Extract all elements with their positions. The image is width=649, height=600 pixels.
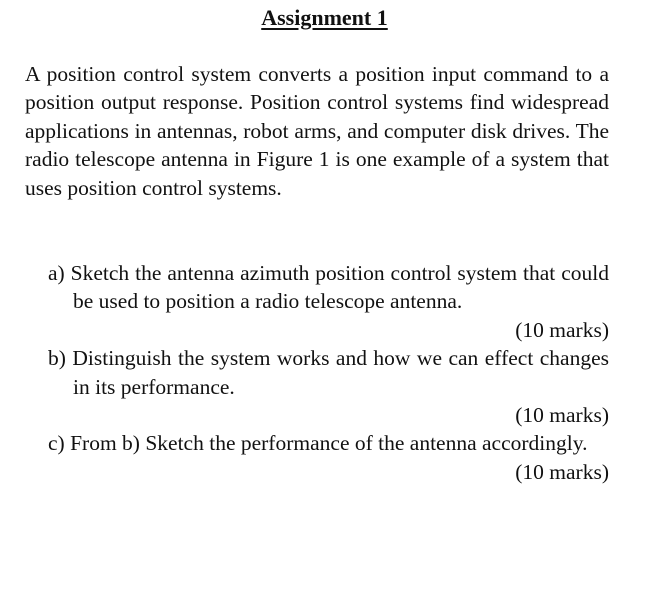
question-text: b) Distinguish the system works and how we can effect changes in its performance. <box>48 346 609 399</box>
question-text: a) Sketch the antenna azimuth position control system that could be used to position a radio telescope antenna. <box>48 261 609 314</box>
question-marks: (10 marks) <box>515 403 609 428</box>
question-item-a <box>48 259 609 344</box>
question-text: c) From b) Sketch the performance of the antenna accordingly. <box>48 431 588 456</box>
intro-paragraph: A position control system converts a position input command to a position output response. Position control systems find widespread applications in antennas, robot arms, and computer disk drives. The radio telescope antenna in Figure 1 is one example of a system that uses position control systems. <box>25 62 609 200</box>
question-marks: (10 marks) <box>515 317 609 342</box>
question-item-c <box>48 429 609 486</box>
question-list <box>48 259 609 486</box>
question-marks: (10 marks) <box>515 459 609 484</box>
question-item-b <box>48 344 609 429</box>
assignment-title: Assignment 1 <box>261 5 388 30</box>
